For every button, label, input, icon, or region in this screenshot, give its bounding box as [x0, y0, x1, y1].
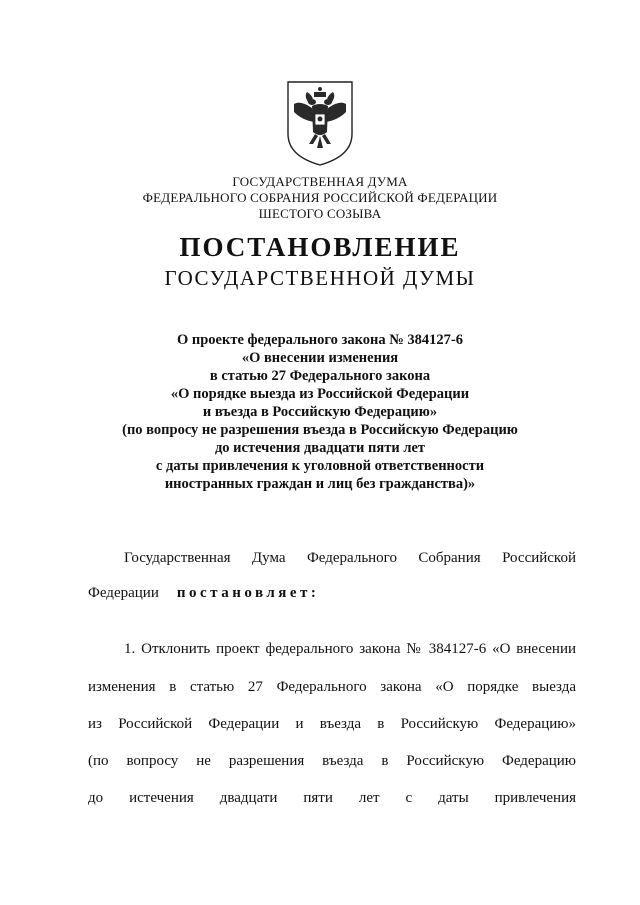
item-1-line: изменения в статью 27 Федерального закона «О порядке выезда — [88, 679, 576, 695]
subject-line: «О порядке выезда из Российской Федерации — [170, 386, 470, 402]
document-issuer-heading: ГОСУДАРСТВЕННОЙ ДУМЫ — [164, 266, 476, 290]
subject-line: с даты привлечения к уголовной ответственности — [155, 458, 485, 474]
issuer-header-line-1: ГОСУДАРСТВЕННАЯ ДУМА — [232, 174, 408, 189]
preamble-subject: Федерации — [88, 585, 159, 601]
subject-line: «О внесении изменения — [241, 350, 399, 366]
subject-line: в статью 27 Федерального закона — [209, 368, 431, 384]
issuer-header-line-2: ФЕДЕРАЛЬНОГО СОБРАНИЯ РОССИЙСКОЙ ФЕДЕРАЦИИ — [142, 190, 498, 205]
preamble-line-2 — [88, 585, 576, 602]
resolves-verb: постановляет: — [176, 585, 320, 601]
item-1-line: из Российской Федерации и въезда в Российскую Федерацию» — [88, 716, 576, 732]
subject-line: и въезда в Российскую Федерацию» — [202, 404, 438, 420]
item-1-line: (по вопросу не разрешения въезда в Российскую Федерацию — [88, 753, 576, 769]
subject-line: до истечения двадцати пяти лет — [214, 440, 426, 456]
subject-line: (по вопросу не разрешения въезда в Российскую Федерацию — [122, 422, 518, 438]
subject-line: О проекте федерального закона № 384127-6 — [176, 332, 464, 348]
preamble-line-1: Государственная Дума Федерального Собрания Российской — [124, 550, 576, 566]
coat-of-arms-emblem — [284, 78, 356, 168]
item-1-line: 1. Отклонить проект федерального закона № 384127-6 «О внесении — [124, 641, 576, 657]
document-type-heading: ПОСТАНОВЛЕНИЕ — [179, 232, 461, 262]
subject-line: иностранных граждан и лиц без гражданства)» — [164, 476, 476, 492]
item-1-line: до истечения двадцати пяти лет с даты привлечения — [88, 790, 576, 806]
convocation-line: ШЕСТОГО СОЗЫВА — [258, 206, 382, 221]
